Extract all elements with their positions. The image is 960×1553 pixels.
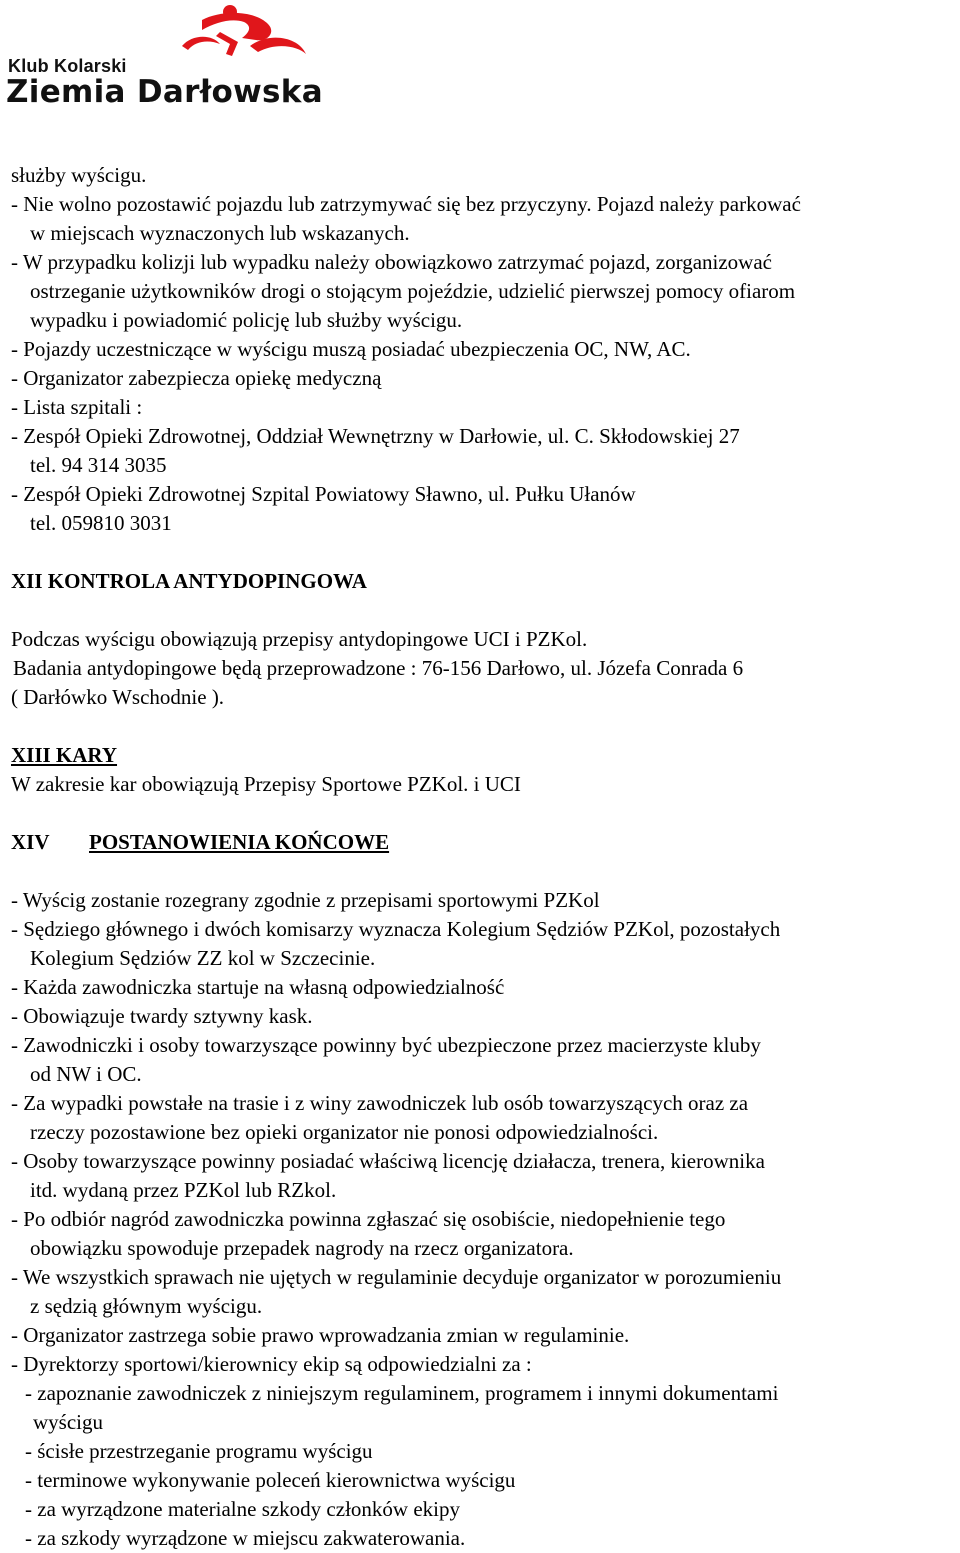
text-line: - Osoby towarzyszące powinny posiadać właściwą licencję działacza, trenera, kierownika (11, 1149, 765, 1173)
text-line: - W przypadku kolizji lub wypadku należy obowiązkowo zatrzymać pojazd, zorganizować (11, 250, 772, 274)
text-line: - ścisłe przestrzeganie programu wyścigu (25, 1439, 373, 1463)
text-line: w miejscach wyznaczonych lub wskazanych. (30, 221, 410, 245)
text-line: - Wyścig zostanie rozegrany zgodnie z przepisami sportowymi PZKol (11, 888, 600, 912)
text-line: - Każda zawodniczka startuje na własną odpowiedzialność (11, 975, 505, 999)
text-line: - We wszystkich sprawach nie ujętych w regulaminie decyduje organizator w porozumieniu (11, 1265, 782, 1289)
text-line: - za szkody wyrządzone w miejscu zakwaterowania. (25, 1526, 466, 1550)
section-title: POSTANOWIENIA KOŃCOWE (89, 830, 390, 854)
section-heading-penalties: XIII KARY (11, 743, 118, 767)
spacer (11, 538, 956, 567)
text-line: - Dyrektorzy sportowi/kierownicy ekip są odpowiedzialni za : (11, 1352, 532, 1376)
section-heading-antidoping: XII KONTROLA ANTYDOPINGOWA (11, 569, 367, 593)
text-line: - Zespół Opieki Zdrowotnej, Oddział Wewnętrzny w Darłowie, ul. C. Skłodowskiej 27 (11, 424, 740, 448)
text-line: od NW i OC. (30, 1062, 142, 1086)
text-line: - za wyrządzone materialne szkody członków ekipy (25, 1497, 460, 1521)
text-line: tel. 059810 3031 (30, 511, 172, 535)
text-line: - Organizator zastrzega sobie prawo wprowadzania zmian w regulaminie. (11, 1323, 630, 1347)
text-line: - terminowe wykonywanie poleceń kierownictwa wyścigu (25, 1468, 516, 1492)
spacer (11, 596, 956, 625)
text-line: wyścigu (33, 1410, 103, 1434)
logo-club-type: Klub Kolarski (8, 56, 127, 76)
text-line: wypadku i powiadomić policję lub służby wyścigu. (30, 308, 463, 332)
text-line: ( Darłówko Wschodnie ). (11, 685, 225, 709)
text-line: z sędzią głównym wyścigu. (30, 1294, 263, 1318)
text-line: obowiązku spowoduje przepadek nagrody na rzecz organizatora. (30, 1236, 574, 1260)
section-number: XIV (11, 830, 50, 854)
spacer (11, 857, 956, 886)
text-line: - Sędziego głównego i dwóch komisarzy wyznacza Kolegium Sędziów PZKol, pozostałych (11, 917, 781, 941)
text-line: - Pojazdy uczestniczące w wyścigu muszą posiadać ubezpieczenia OC, NW, AC. (11, 337, 691, 361)
text-line: służby wyścigu. (11, 163, 147, 187)
spacer (11, 712, 956, 741)
text-line: - Nie wolno pozostawić pojazdu lub zatrzymywać się bez przyczyny. Pojazd należy parkować (11, 192, 801, 216)
text-line: Kolegium Sędziów ZZ kol w Szczecinie. (30, 946, 376, 970)
text-line: - Po odbiór nagród zawodniczka powinna zgłaszać się osobiście, niedopełnienie tego (11, 1207, 726, 1231)
text-line: - zapoznanie zawodniczek z niniejszym regulaminem, programem i innymi dokumentami (25, 1381, 779, 1405)
section-heading-final-provisions (11, 828, 956, 857)
text-line: - Lista szpitali : (11, 395, 143, 419)
text-line: - Zawodniczki i osoby towarzyszące powinny być ubezpieczone przez macierzyste kluby (11, 1033, 761, 1057)
text-line: itd. wydaną przez PZKol lub RZkol. (30, 1178, 337, 1202)
text-line: ostrzeganie użytkowników drogi o stojącym pojeździe, udzielić pierwszej pomocy ofiarom (30, 279, 796, 303)
text-line: - Za wypadki powstałe na trasie i z winy zawodniczek lub osób towarzyszących oraz za (11, 1091, 749, 1115)
text-line: - Obowiązuje twardy sztywny kask. (11, 1004, 313, 1028)
document-body (11, 161, 956, 1553)
text-line: Badania antydopingowe będą przeprowadzone : 76-156 Darłowo, ul. Józefa Conrada 6 (13, 656, 744, 680)
text-line: tel. 94 314 3035 (30, 453, 167, 477)
logo-club-name: Ziemia Darłowska (6, 74, 323, 110)
spacer (11, 799, 956, 828)
club-logo (6, 2, 346, 112)
text-line: - Zespół Opieki Zdrowotnej Szpital Powiatowy Sławno, ul. Pułku Ułanów (11, 482, 636, 506)
text-line: - Organizator zabezpiecza opiekę medyczną (11, 366, 382, 390)
text-line: W zakresie kar obowiązują Przepisy Sportowe PZKol. i UCI (11, 772, 521, 796)
text-line: Podczas wyścigu obowiązują przepisy antydopingowe UCI i PZKol. (11, 627, 588, 651)
text-line: rzeczy pozostawione bez opieki organizator nie ponosi odpowiedzialności. (30, 1120, 659, 1144)
